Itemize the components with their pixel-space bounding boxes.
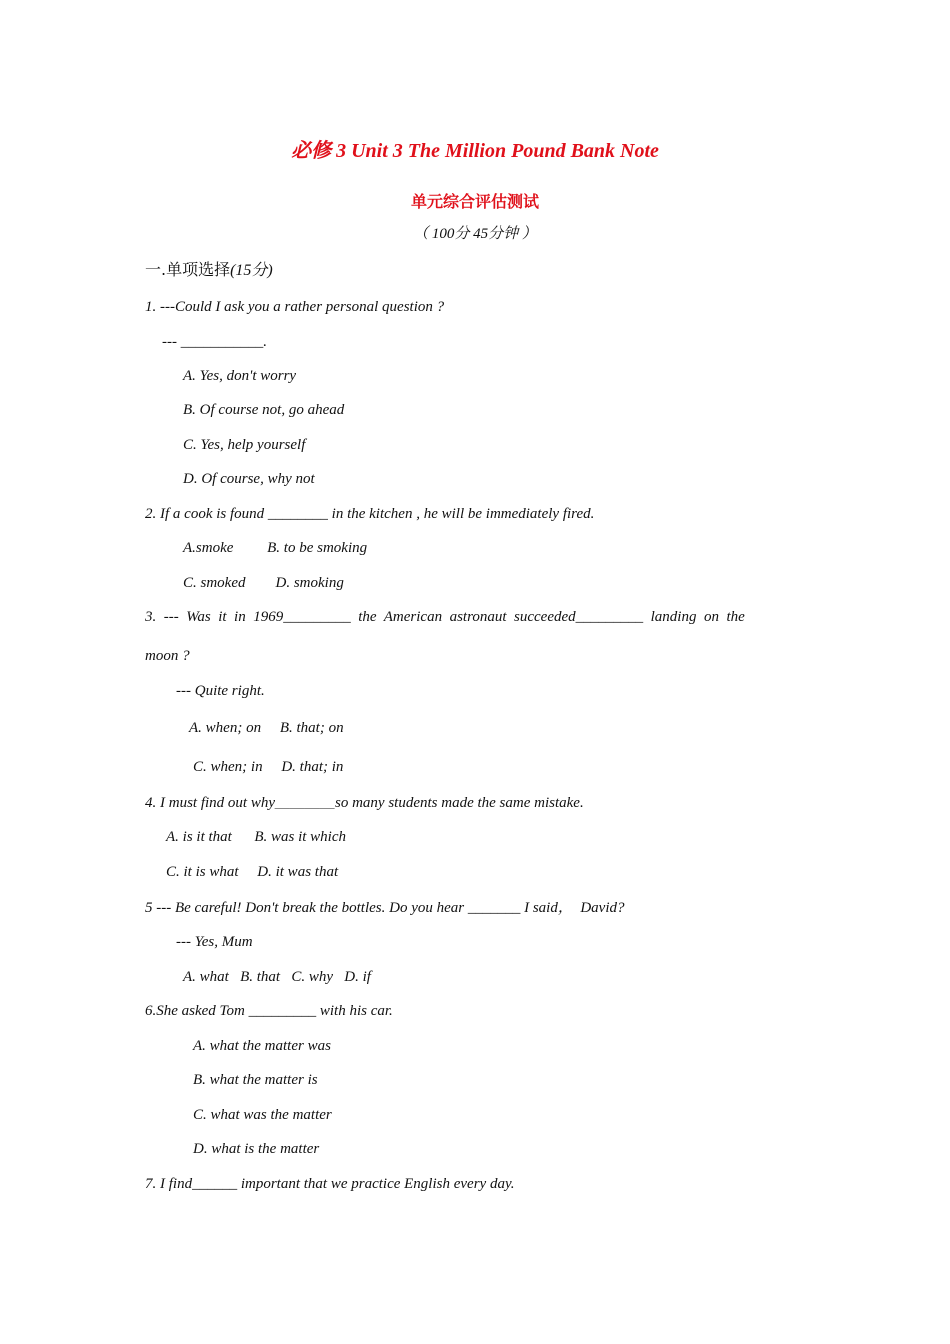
question-6-stem: 6.She asked Tom _________ with his car. <box>145 1003 393 1019</box>
question-4-stem: 4. I must find out why＿＿＿＿so many students made the same mistake. <box>145 795 584 811</box>
question-7-stem: 7. I find______ important that we practice English every day. <box>145 1176 515 1192</box>
question-6-option-d: D. what is the matter <box>193 1141 320 1157</box>
question-3-stem-continued: moon ? <box>145 648 190 664</box>
question-1-option-a: A. Yes, don't worry <box>183 368 297 384</box>
question-2-stem: 2. If a cook is found ________ in the kitchen , he will be immediately fired. <box>145 506 595 522</box>
question-6-option-a: A. what the matter was <box>193 1038 331 1054</box>
question-3-reply: --- Quite right. <box>176 683 265 699</box>
question-5-stem: 5 --- Be careful! Don't break the bottles. Do you hear _______ I said， David? <box>145 900 625 916</box>
score-time-info: （ 100分 45分钟 ） <box>413 226 537 242</box>
question-5-options: A. what B. that C. why D. if <box>183 969 371 985</box>
question-1-reply: --- ___________. <box>162 334 267 350</box>
question-4-options-cd: C. it is what D. it was that <box>166 864 339 880</box>
question-6-option-c: C. what was the matter <box>193 1107 332 1123</box>
question-3-stem: 3. --- Was it in 1969_________ the American astronaut succeeded_________ landing on the <box>145 609 745 625</box>
question-1-option-d: D. Of course, why not <box>183 471 315 487</box>
section-label: 一.单项选择 <box>145 260 231 279</box>
section-points: (15分) <box>230 262 273 279</box>
document-title: 必修 3 Unit 3 The Million Pound Bank Note <box>291 140 659 162</box>
question-6-option-b: B. what the matter is <box>193 1072 318 1088</box>
question-3-options-ab: A. when; on B. that; on <box>189 720 344 736</box>
document-subtitle: 单元综合评估测试 <box>410 192 539 211</box>
question-3-options-cd: C. when; in D. that; in <box>193 759 344 775</box>
question-1-stem: 1. ---Could I ask you a rather personal question ? <box>145 299 445 315</box>
question-2-options-ab: A.smoke B. to be smoking <box>183 540 368 556</box>
question-1-option-b: B. Of course not, go ahead <box>183 402 345 418</box>
section-heading <box>145 260 273 281</box>
question-5-reply: --- Yes, Mum <box>176 934 253 950</box>
question-1-option-c: C. Yes, help yourself <box>183 437 306 453</box>
question-4-options-ab: A. is it that B. was it which <box>166 829 347 845</box>
question-2-options-cd: C. smoked D. smoking <box>183 575 344 591</box>
